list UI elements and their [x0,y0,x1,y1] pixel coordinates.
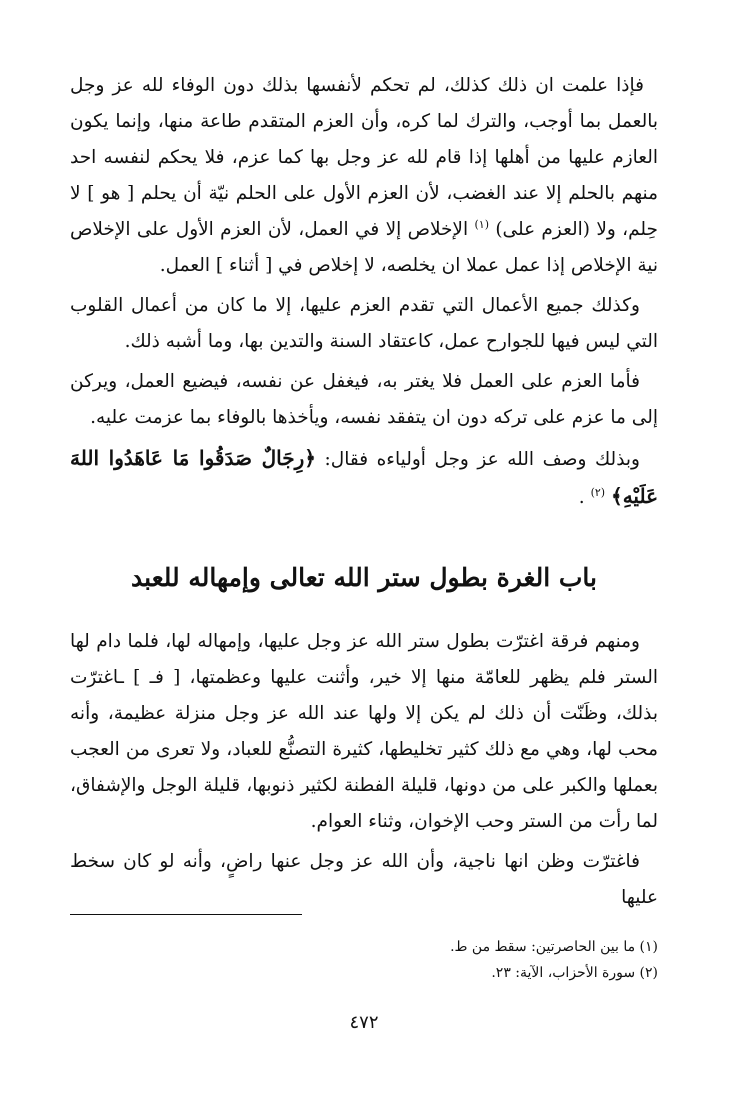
quran-verse: ﴿رِجَالٌ صَدَقُوا مَا عَاهَدُوا اللهَ عَلَيْهِ﴾ [70,446,658,508]
footnote-1: (١) ما بين الحاصرتين: سقط من ط. [450,939,658,955]
paragraph-4: وبذلك وصف الله عز وجل أولياءه فقال: ﴿رِجَالٌ صَدَقُوا مَا عَاهَدُوا اللهَ عَلَيْهِ﴾ $^{(٢)}$ . [70,446,658,508]
section-heading: باب الغرة بطول ستر الله تعالى وإمهاله للعبد [131,563,597,592]
paragraph-6: فاغترّت وظن انها ناجية، وأن الله عز وجل عنها راضٍ، وأنه لو كان سخط عليها [70,851,658,908]
paragraph-1 [70,68,658,284]
footnotes [450,934,658,986]
book-page [70,68,658,1100]
footnote-ref-2: (٢) [590,485,606,499]
paragraph-4-text: وبذلك وصف الله عز وجل أولياءه فقال: [324,449,640,470]
paragraph-1-continued: الإخلاص إلا في العمل، لأن العزم الأول على الإخلاص نية الإخلاص إذا عمل عملا ان يخلصه، لا إخلاص في [ أثناء ] العمل. [70,219,658,276]
footnote-ref-1: (١) [474,217,489,231]
footnote-2: (٢) سورة الأحزاب، الآية: ٢٣. [491,965,658,981]
paragraph-5: ومنهم فرقة اغترّت بطول ستر الله عز وجل عليها، وإمهاله لها، فلما دام لها الستر فلم يظهر للعامّة منها إلا خير، وأثنت عليها وعظمتها، [ فـ ] ـاغترّت بذلك، وظَنّت أن ذلك لم يكن إلا ولها عند الله عز وجل منزلة عظيمة، وأنه محب لها، وهي مع ذلك كثير تخليطها، كثيرة التصنُّع للعباد، ولا تعرى من العجب بعملها والكبر على من دونها، قليلة الفطنة لكثير ذنوبها، قليلة الوجل والإشفاق، لما رأت من الستر وحب الإخوان، وثناء العوام. [70,631,658,832]
paragraph-3: فأما العزم على العمل فلا يغتر به، فيغفل عن نفسه، فيضيع العمل، ويركن إلى ما عزم على تركه دون ان يتفقد نفسه، ويأخذها بالوفاء بما عزمت عليه. [70,371,658,428]
paragraph-1-text: فإذا علمت ان ذلك كذلك، لم تحكم لأنفسها بذلك دون الوفاء لله عز وجل بالعمل بما أوجب، والترك لما كره، وأن العزم المتقدم طاعة منها، وإنما يكون العازم عليها من أهلها إذا قام لله عز وجل بها كما عزم، فلا يحكم لنفسه احد منهم بالحلم إلا عند الغضب، لأن العزم الأول على الحلم نيّة أن يحلم [ هو ] لا حِلم، ولا (العزم على) [70,75,658,240]
paragraph-2: وكذلك جميع الأعمال التي تقدم العزم عليها، إلا ما كان من أعمال القلوب التي ليس فيها للجوارح عمل، كاعتقاد السنة والتدين بها، وما أشبه ذلك. [70,295,658,352]
footnote-divider [70,914,302,915]
page-number: ٤٧٢ [349,1012,379,1033]
